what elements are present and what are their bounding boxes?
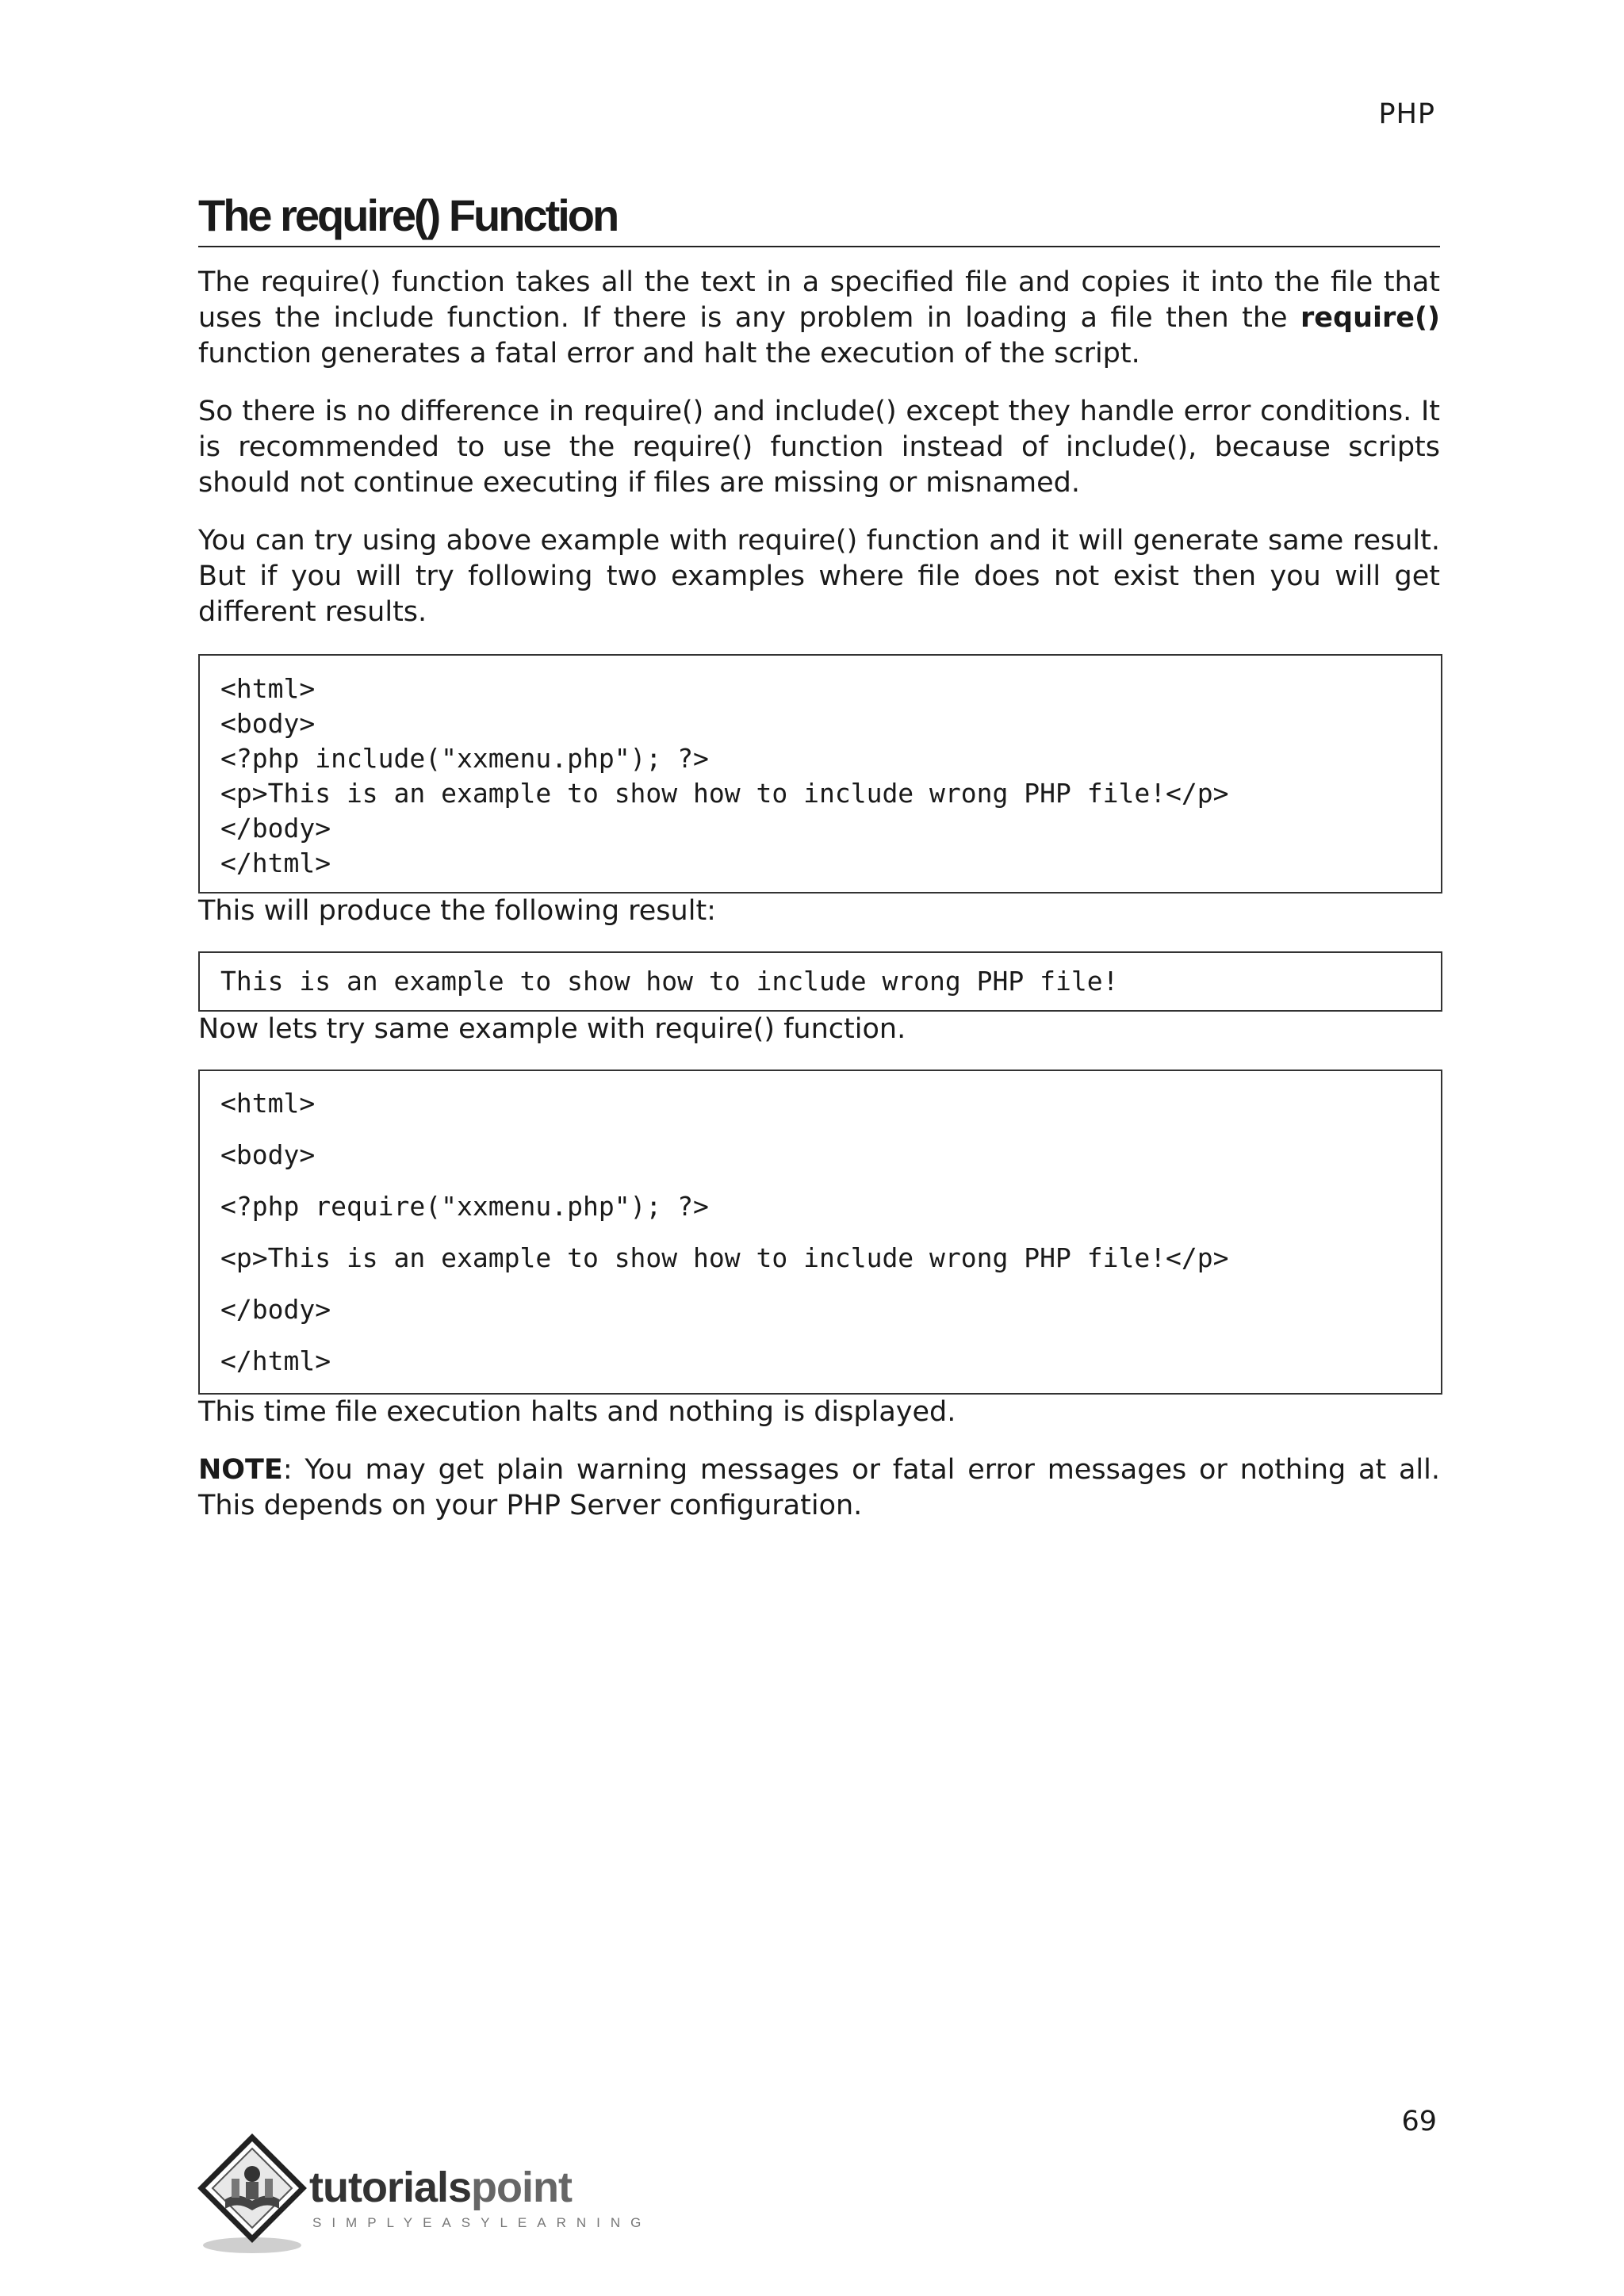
- code-line: <html>: [220, 1088, 316, 1119]
- tutorialspoint-logo: [197, 2133, 652, 2260]
- logo-diamond-icon: [197, 2133, 308, 2260]
- code-line: <body>: [220, 1139, 316, 1171]
- note-label: NOTE: [198, 1454, 283, 1487]
- code-line: <body>: [220, 708, 316, 740]
- logo-wordmark-part2: point: [471, 2164, 572, 2211]
- note-text: : You may get plain warning messages or fatal error messages or nothing at all. This depends on your PHP Server configuration.: [198, 1454, 1440, 1522]
- logo-tagline: SIMPLYEASYLEARNING: [312, 2215, 652, 2230]
- logo-wordmark-part1: tutorials: [309, 2164, 472, 2211]
- paragraph-intro: [198, 265, 1440, 372]
- page-content: [198, 190, 1440, 1524]
- code-line: <?php require("xxmenu.php"); ?>: [220, 1191, 709, 1223]
- code-line: </html>: [220, 848, 331, 879]
- code-line: <p>This is an example to show how to include wrong PHP file!</p>: [220, 778, 1229, 809]
- code-line: </html>: [220, 1345, 331, 1377]
- section-title: The require() Function: [198, 190, 1440, 247]
- result-output-line: This is an example to show how to include wrong PHP file!: [220, 966, 1119, 997]
- logo-wordmark: [309, 2163, 572, 2212]
- code-block-require: [198, 1070, 1442, 1395]
- note-paragraph: [198, 1452, 1440, 1524]
- result-intro: This will produce the following result:: [198, 895, 716, 928]
- paragraph-intro-text-a: The require() function takes all the text in a specified file and copies it into the file that uses the include function. If there is any problem in loading a file then the: [198, 266, 1440, 335]
- code-line: <p>This is an example to show how to include wrong PHP file!</p>: [220, 1242, 1229, 1274]
- code-line: <html>: [220, 673, 316, 705]
- page-number: 69: [1401, 2106, 1437, 2137]
- running-header: PHP: [1378, 98, 1435, 130]
- require-intro: Now lets try same example with require() function.: [198, 1013, 906, 1046]
- paragraph-intro-text-b: function generates a fatal error and halt the execution of the script.: [198, 338, 1140, 370]
- paragraph-intro-bold: require(): [1300, 302, 1440, 335]
- code-line: <?php include("xxmenu.php"); ?>: [220, 743, 709, 775]
- code-block-include: [198, 654, 1442, 894]
- paragraph-try: You can try using above example with require() function and it will generate same result. But if you will try following two examples where file does not exist then you will get different results.: [198, 525, 1440, 629]
- result-output-block: [198, 951, 1442, 1012]
- code-line: </body>: [220, 1294, 331, 1326]
- paragraph-difference: So there is no difference in require() and include() except they handle error conditions. It is recommended to use the require() function instead of include(), because scripts should not continue executing if files are missing or misnamed.: [198, 396, 1440, 499]
- code-line: </body>: [220, 813, 331, 844]
- halt-text: This time file execution halts and nothing is displayed.: [198, 1396, 956, 1429]
